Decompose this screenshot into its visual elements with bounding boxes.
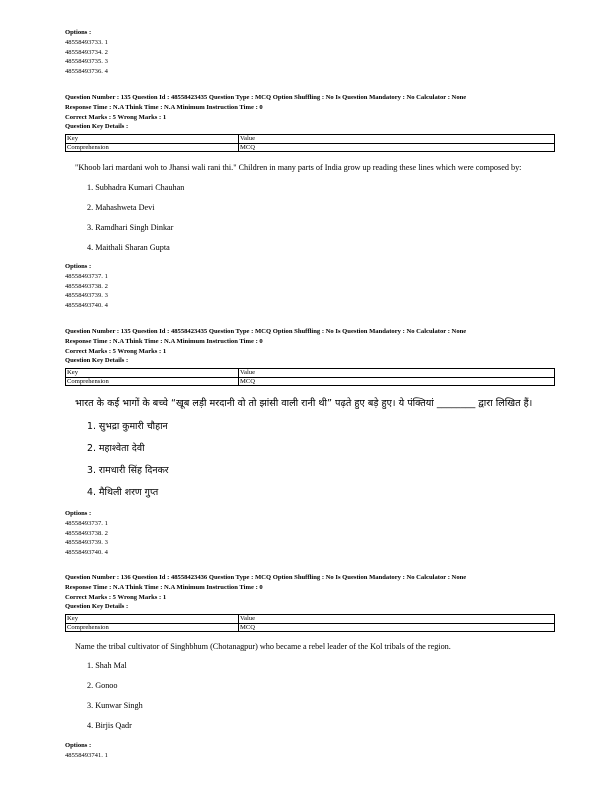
table-header-value: Value	[239, 369, 555, 378]
key-details-table	[65, 368, 555, 386]
table-row	[66, 623, 555, 632]
answer-choice: 3. रामधारी सिंह दिनकर	[87, 465, 169, 476]
table-header-value: Value	[239, 135, 555, 144]
answer-choice: 2. महाश्वेता देवी	[87, 443, 145, 454]
answer-choice: 2. Mahashweta Devi	[87, 203, 155, 212]
key-details-table	[65, 134, 555, 152]
key-details-table-wrap	[65, 133, 555, 152]
key-details-table	[65, 614, 555, 632]
table-header-row	[66, 369, 555, 378]
answer-choice: 4. Birjis Qadr	[87, 721, 132, 730]
answer-choice: 2. Gonoo	[87, 681, 118, 690]
option-id: 48558493740. 4	[65, 549, 108, 557]
table-header-key: Key	[66, 615, 239, 624]
options-label: Options :	[65, 263, 92, 270]
option-id: 48558493739. 3	[65, 539, 108, 547]
table-cell-key: Comprehension	[66, 143, 239, 152]
options-label: Options :	[65, 29, 92, 36]
question-meta-line2: Response Time : N.A Think Time : N.A Minimum Instruction Time : 0	[65, 583, 263, 591]
options-block	[65, 741, 555, 761]
option-id: 48558493734. 2	[65, 48, 108, 56]
question-header	[65, 93, 555, 132]
question-header	[65, 573, 555, 612]
key-details-label: Question Key Details :	[65, 357, 129, 365]
option-id: 48558493733. 1	[65, 38, 108, 46]
answer-choice: 1. सुभद्रा कुमारी चौहान	[87, 421, 168, 432]
question-meta-line1: Question Number : 135 Question Id : 48558423435 Question Type : MCQ Option Shuffling : No Is Question Mandatory : No Calculator : None	[65, 94, 467, 101]
key-details-table-wrap	[65, 613, 555, 632]
table-header-key: Key	[66, 369, 239, 378]
table-cell-value: MCQ	[239, 623, 555, 632]
option-id: 48558493738. 2	[65, 529, 108, 537]
table-row	[66, 377, 555, 386]
question-header	[65, 327, 555, 366]
key-details-table-wrap	[65, 367, 555, 386]
option-id: 48558493738. 2	[65, 282, 108, 290]
option-id: 48558493735. 3	[65, 58, 108, 66]
question-meta-line2: Response Time : N.A Think Time : N.A Minimum Instruction Time : 0	[65, 337, 263, 345]
table-cell-value: MCQ	[239, 143, 555, 152]
marks-line: Correct Marks : 5 Wrong Marks : 1	[65, 347, 167, 355]
table-cell-key: Comprehension	[66, 623, 239, 632]
table-cell-value: MCQ	[239, 377, 555, 386]
answer-choice: 3. Kunwar Singh	[87, 701, 143, 710]
marks-line: Correct Marks : 5 Wrong Marks : 1	[65, 113, 167, 121]
question-text: "Khoob lari mardani woh to Jhansi wali rani thi." Children in many parts of India grow up reading these lines which were composed by:	[75, 163, 522, 172]
question-meta-line1: Question Number : 136 Question Id : 48558423436 Question Type : MCQ Option Shuffling : No Is Question Mandatory : No Calculator : None	[65, 574, 467, 581]
answer-choice: 1. Subhadra Kumari Chauhan	[87, 183, 185, 192]
options-block	[65, 509, 555, 558]
key-details-label: Question Key Details :	[65, 603, 129, 611]
option-id: 48558493741. 1	[65, 751, 108, 759]
option-id: 48558493737. 1	[65, 519, 108, 527]
answer-choice: 4. Maithali Sharan Gupta	[87, 243, 170, 252]
option-id: 48558493737. 1	[65, 272, 108, 280]
question-text: Name the tribal cultivator of Singhbhum (Chotanagpur) who became a rebel leader of the Kol tribals of the region.	[75, 642, 451, 651]
table-header-row	[66, 615, 555, 624]
table-header-key: Key	[66, 135, 239, 144]
option-id: 48558493736. 4	[65, 68, 108, 76]
table-row	[66, 143, 555, 152]
answer-choice: 4. मैथिली शरण गुप्त	[87, 487, 159, 498]
question-meta-line2: Response Time : N.A Think Time : N.A Minimum Instruction Time : 0	[65, 103, 263, 111]
option-id: 48558493740. 4	[65, 302, 108, 310]
question-text: भारत के कई भागों के बच्चे “खूब लड़ी मरदानी वो तो झांसी वाली रानी थी” पढ़ते हुए बड़े हुए। ये पंक्तियां ________ द्वारा लिखित हैं।	[75, 398, 533, 409]
marks-line: Correct Marks : 5 Wrong Marks : 1	[65, 593, 167, 601]
question-meta-line1: Question Number : 135 Question Id : 48558423435 Question Type : MCQ Option Shuffling : No Is Question Mandatory : No Calculator : None	[65, 328, 467, 335]
table-header-row	[66, 135, 555, 144]
answer-choice: 3. Ramdhari Singh Dinkar	[87, 223, 174, 232]
options-block	[65, 262, 555, 311]
options-label: Options :	[65, 510, 92, 517]
table-cell-key: Comprehension	[66, 377, 239, 386]
key-details-label: Question Key Details :	[65, 123, 129, 131]
table-header-value: Value	[239, 615, 555, 624]
top-options-block	[65, 28, 555, 77]
option-id: 48558493739. 3	[65, 292, 108, 300]
options-label: Options :	[65, 742, 92, 749]
answer-choice: 1. Shah Mal	[87, 661, 127, 670]
